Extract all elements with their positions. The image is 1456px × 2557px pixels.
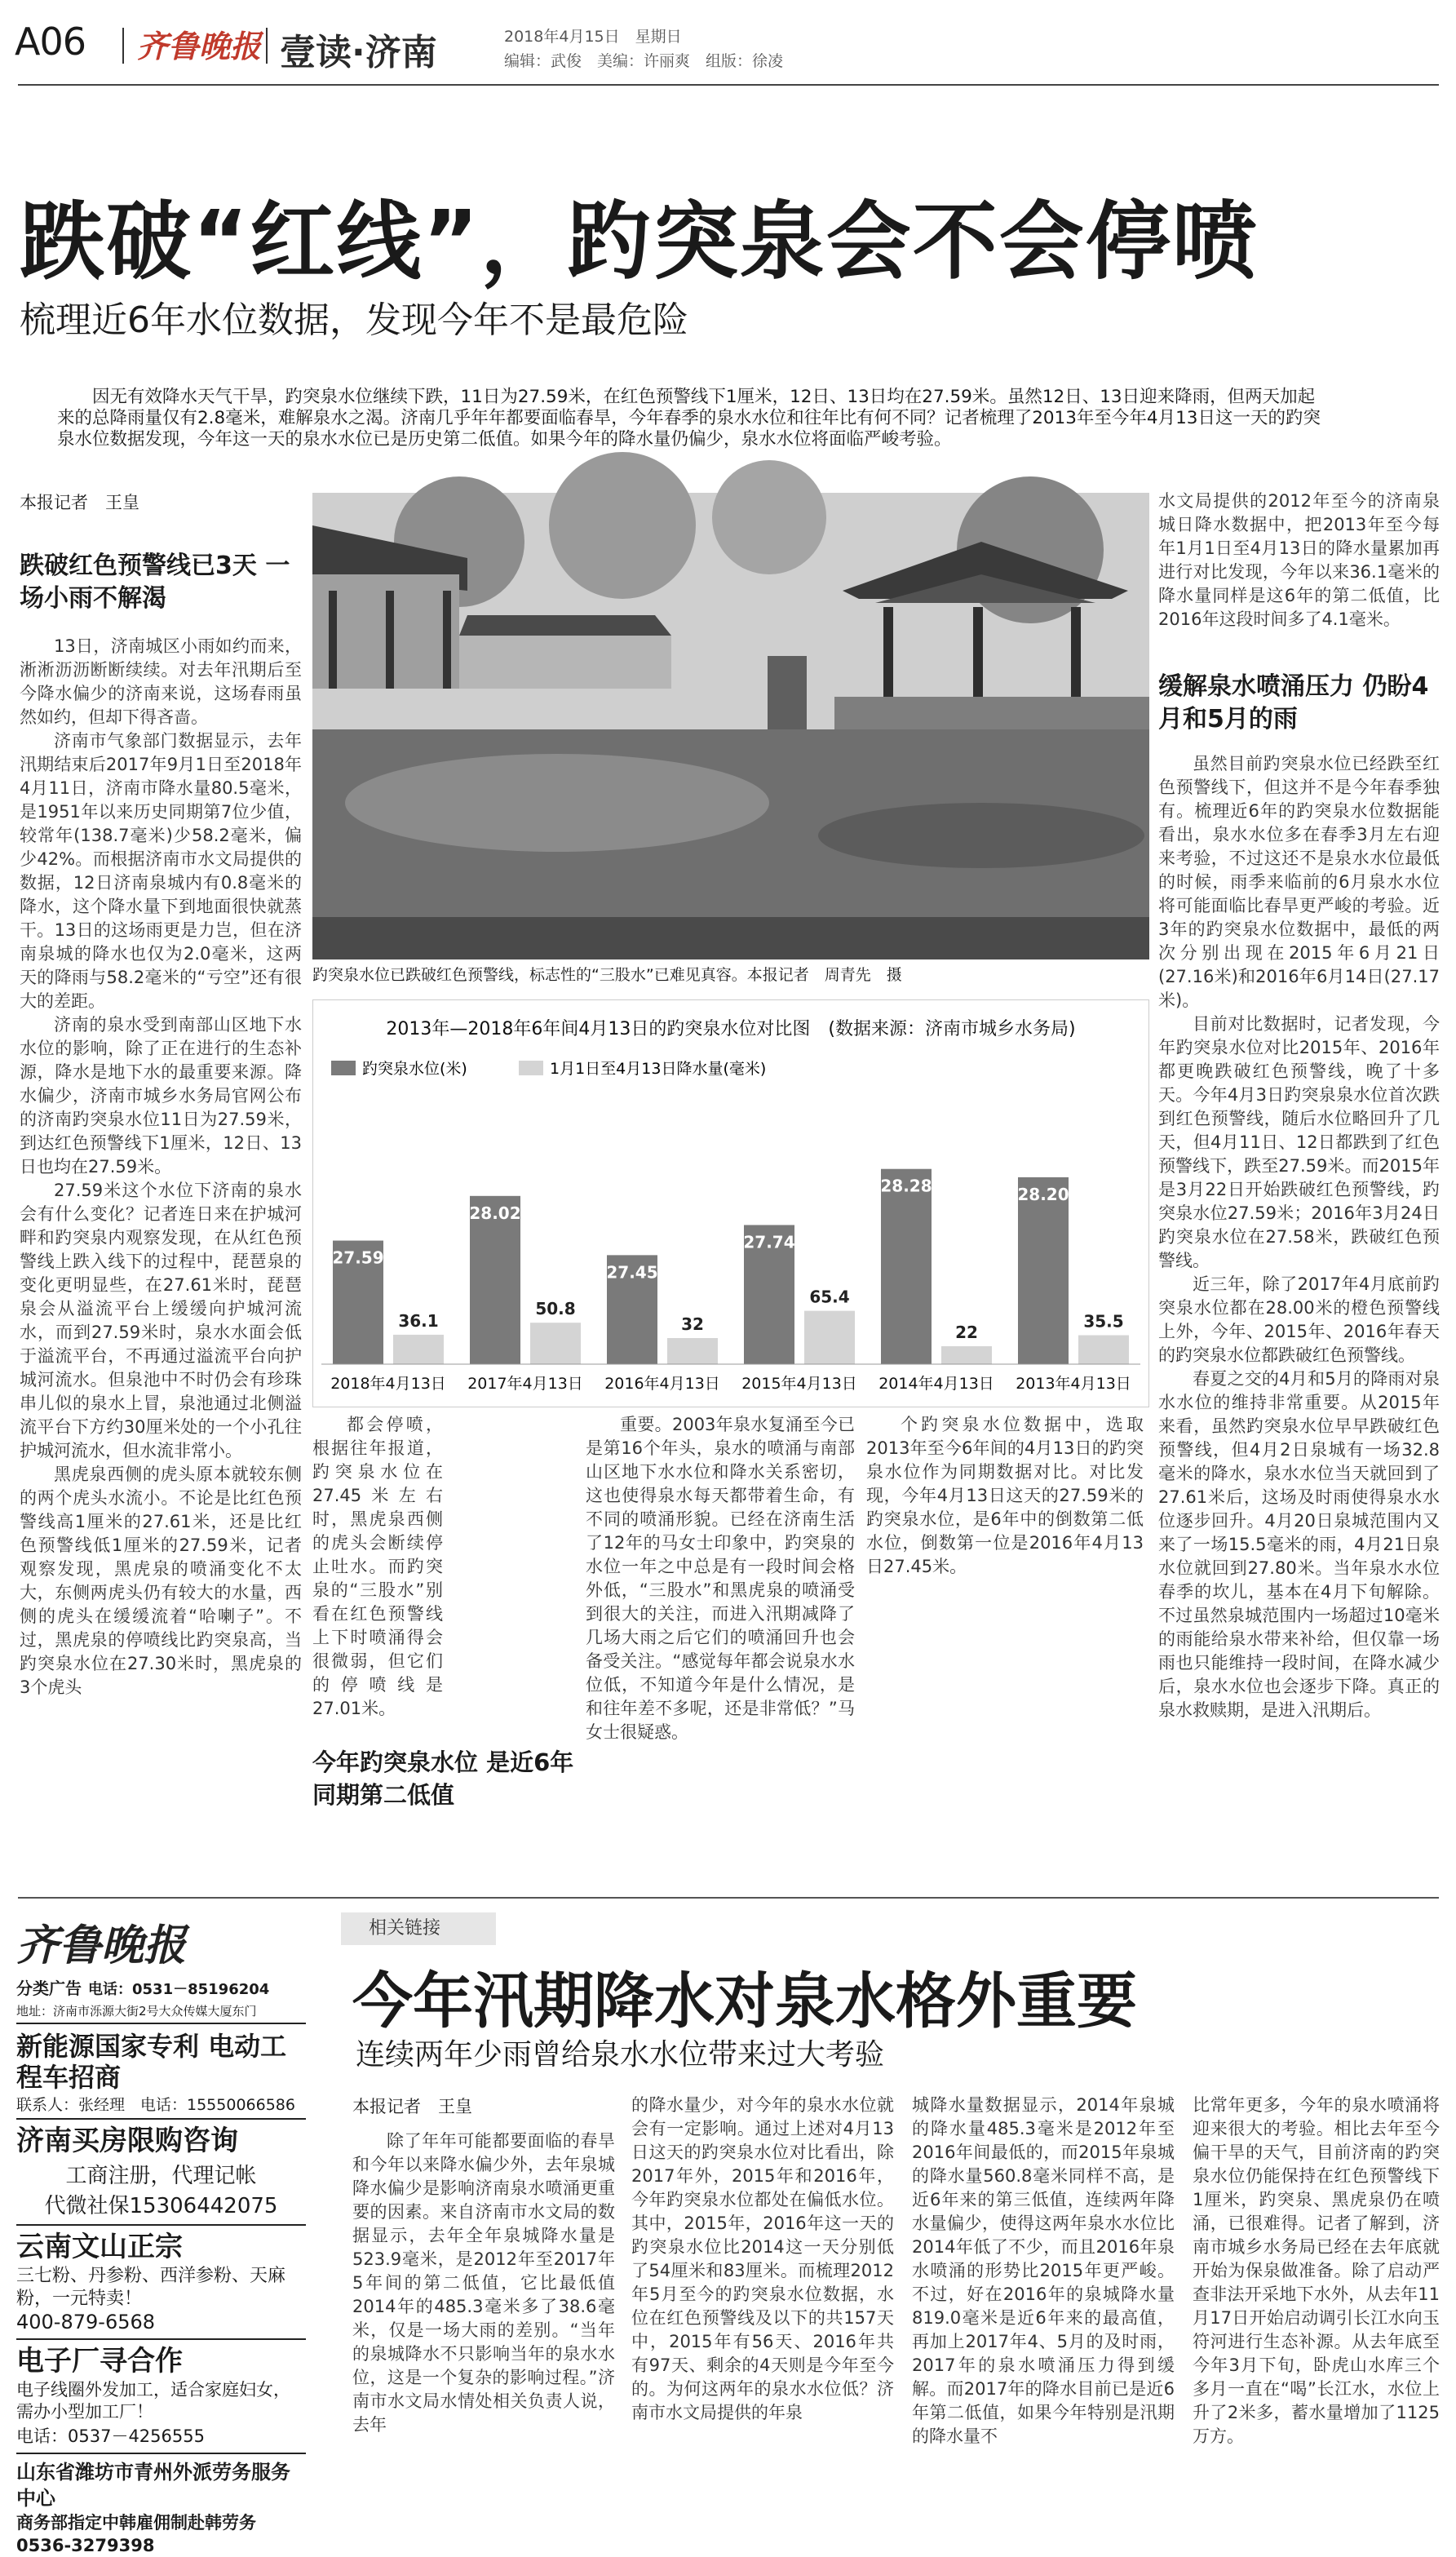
ad-line: 商务部指定中韩雇佣制赴韩劳务 0536-3279398	[16, 2513, 256, 2555]
x-tick-label: 2018年4月13日	[330, 1375, 446, 1393]
right-heading: 缓解泉水喷涌压力 仍盼4月和5月的雨	[1158, 672, 1429, 733]
bar-label-water-level: 28.20	[1017, 1184, 1069, 1204]
legend-swatch-rain	[519, 1061, 543, 1075]
x-tick-label: 2016年4月13日	[604, 1375, 720, 1393]
x-tick-label: 2014年4月13日	[878, 1375, 994, 1393]
paragraph: 虽然目前趵突泉水位已经跌至红色预警线下，但这并不是今年春季独有。梳理近6年的趵突泉水位数据能看出，泉水水位多在春季3月左右迎来考验，不过这还不是泉水水位最低的时候，雨季来临前的6月泉水水位将可能面临比春旱更严峻的考验。近3年的趵突泉水位数据中，最低的两次分别出现在2015年6月21日(27.16米)和2016年6月14日(27.17米)。	[1158, 754, 1440, 1010]
related-headline: 今年汛期降水对泉水格外重要	[352, 1966, 1137, 2036]
ad-title: 山东省潍坊市青州外派劳务服务中心	[16, 2461, 290, 2510]
paragraph: 黑虎泉西侧的虎头原本就较东侧的两个虎头水流小。不论是比红色预警线高1厘米的27.61米，还是比红色预警线低1厘米的27.59米，记者观察发现，黑虎泉的喷涌变化不太大，东侧两虎头仍有较大的水量，西侧的虎头在缓缓流着“哈喇子”。不过，黑虎泉的停喷线比趵突泉高，当趵突泉水位在27.30米时，黑虎泉的3个虎头	[20, 1465, 302, 1697]
related-byline: 本报记者 王皇	[352, 2097, 472, 2116]
bar-label-water-level: 27.74	[743, 1232, 795, 1252]
bar-label-rainfall: 36.1	[398, 1310, 439, 1331]
bar-rainfall	[667, 1338, 718, 1364]
bar-rainfall	[393, 1335, 444, 1364]
paragraph: 除了年年可能都要面临的春旱和今年以来降水偏少外，去年泉城降水偏少是影响济南泉水喷涌更重要的因素。来自济南市水文局的数据显示，去年全年泉城降水量是523.9毫米，是2012年至2017年5年间的第二低值，它比最低值2014年的485.3毫米多了38.6毫米，仅是一场大雨的差别。“当年的泉城降水不只影响当年的泉水水位，这是一个复杂的影响过程。”济南市水文局水情处相关负责人说，去年	[352, 2131, 615, 2435]
bar-rainfall	[1078, 1336, 1129, 1365]
left-heading: 跌破红色预警线已3天 一场小雨不解渴	[20, 552, 290, 613]
related-column-1	[352, 2129, 615, 2488]
ad-contact: 联系人：张经理 电话：15550066586	[16, 2093, 306, 2120]
paragraph: 近三年，除了2017年4月底前趵突泉水位都在28.00米的橙色预警线上外，今年、2015年、2016年春天的趵突泉水位都跌破红色预警线。	[1158, 1274, 1440, 1365]
mid-column-1-text	[312, 1413, 575, 1691]
ad-phone: 代微社保15306442075	[16, 2189, 306, 2226]
section-title: 壹读·济南	[280, 32, 437, 73]
x-tick-label: 2017年4月13日	[467, 1375, 583, 1393]
bar-label-water-level: 27.45	[606, 1262, 658, 1283]
main-subhead: 梳理近6年水位数据，发现今年不是最危险	[20, 299, 688, 341]
ads-classified-label: 分类广告	[16, 1979, 82, 1998]
ad-title: 新能源国家专利 电动工程车招商	[16, 2031, 287, 2093]
paragraph: 城降水量数据显示，2014年泉城的降水量485.3毫米是2012年至2016年间最低的，而2015年泉城的降水量560.8毫米同样不高，是近6年来的第三低值，连续两年降水量偏少，使得这两年泉水水位比2014年低了不少，而且2016年泉水喷涌的形势比2015年更严峻。不过，好在2016年的泉城降水量819.0毫米是近6年来的最高值，再加上2017年4、5月的及时雨，2017年的泉水喷涌压力得到缓解。而2017年的降水目前已是近6年第二低值，如果今年特别是汛期的降水量不	[912, 2095, 1175, 2446]
pavilion-illustration	[312, 493, 1149, 959]
right-intro	[1158, 490, 1440, 665]
photo-caption: 趵突泉水位已跌破红色预警线，标志性的“三股水”已难见真容。本报记者 周青先 摄	[312, 966, 902, 984]
ad-line: 工商注册，代理记帐	[65, 2164, 257, 2188]
bar-label-rainfall: 22	[955, 1323, 978, 1342]
bar-label-water-level: 28.02	[469, 1203, 521, 1223]
classified-ads	[16, 1921, 306, 2555]
editors-credit: 编辑：武俊 美编：许丽爽 组版：徐凌	[504, 52, 784, 70]
bar-water-level	[881, 1169, 932, 1364]
bar-rainfall	[530, 1323, 581, 1364]
water-level-chart	[312, 999, 1149, 1407]
newspaper-logo: 齐鲁晚报	[137, 28, 262, 64]
paragraph: 水文局提供的2012年至今的济南泉城日降水数据中，把2013年至今每年1月1日至4月13日的降水量累加再进行对比发现，今年以来36.1毫米的降水量同样是这6年的第二低值，比2016年这段时间多了4.1毫米。	[1158, 491, 1440, 629]
mid-column-3	[866, 1413, 1144, 1870]
paragraph: 春夏之交的4月和5月的降雨对泉水水位的维持非常重要。从2015年来看，虽然趵突泉水位早早跌破红色预警线，但4月2日泉城有一场32.8毫米的降水，泉水水位当天就回到了27.61米后，这场及时雨使得泉水水位逐步回升。4月20日泉城范围内又来了一场15.5毫米的雨，4月21日泉水位就回到27.80米。当年泉水水位春季的坎儿，基本在4月下旬解除。不过虽然泉城范围内一场超过10毫米的雨能给泉水带来补给，但仅靠一场雨也只能维持一段时间，在降水减少后，泉水水位也会逐步下降。真正的泉水救赎期，是进入汛期后。	[1158, 1369, 1440, 1720]
paragraph: 济南的泉水受到南部山区地下水水位的影响，除了正在进行的生态补源，降水是地下水的最重要来源。降水偏少，济南市城乡水务局官网公布的济南趵突泉水位11日为27.59米，到达红色预警线下1厘米，12日、13日也均在27.59米。	[20, 1015, 302, 1177]
paragraph: 13日，济南城区小雨如约而来，淅淅沥沥断断续续。对去年汛期后至今降水偏少的济南来说，这场春雨虽然如约，但却下得吝啬。	[20, 636, 302, 727]
ad-phone: 电话：0537－4256555	[16, 2423, 306, 2454]
header-divider	[266, 28, 268, 64]
page-number: A06	[15, 20, 86, 64]
ad-title: 云南文山正宗	[16, 2231, 183, 2263]
x-tick-label: 2015年4月13日	[741, 1375, 857, 1393]
paragraph: 目前对比数据时，记者发现，今年趵突泉水位对比2015年、2016年都更晚跌破红色预警线，晚了十多天。今年4月3日趵突泉泉水位首次跌到红色预警线，随后水位略回升了几天，但4月11日、12日都跌到了红色预警线下，跌至27.59米。而2015年是3月22日开始跌破红色预警线，趵突泉水位27.59米；2016年3月24日趵突泉水位在27.58米，跌破红色预警线。	[1158, 1014, 1440, 1270]
ad-title: 济南买房限购咨询	[16, 2125, 238, 2157]
legend-label-rain: 1月1日至4月13日降水量(毫米)	[550, 1060, 767, 1078]
legend-swatch-level	[331, 1061, 356, 1075]
page-header	[0, 0, 1456, 82]
ads-address: 地址：济南市泺源大街2号大众传媒大厦东门	[16, 2002, 306, 2024]
issue-date: 2018年4月15日 星期日	[504, 28, 682, 46]
bar-label-rainfall: 32	[681, 1314, 704, 1334]
header-rule	[18, 84, 1439, 86]
spring-photo	[312, 493, 1149, 959]
bar-rainfall	[804, 1311, 855, 1364]
bar-label-rainfall: 35.5	[1083, 1311, 1124, 1332]
bar-chart	[313, 1000, 1148, 1407]
chart-title: 2013年—2018年6年间4月13日的趵突泉水位对比图 (数据来源：济南市城乡水务局)	[386, 1019, 1076, 1039]
main-headline: 跌破“红线”，趵突泉会不会停喷	[20, 192, 1259, 291]
paragraph: 27.59米这个水位下济南的泉水会有什么变化？记者连日来在护城河畔和趵突泉内观察发现，在从红色预警线上跌入线下的过程中，琵琶泉的变化更明显些，在27.61米时，琵琶泉会从溢流平台上缓缓向护城河流水，而到27.59米时，泉水水面会低于溢流平台，不再通过溢流平台向护城河流水。但泉池中不时仍会有珍珠串儿似的泉水上冒，泉池通过北侧溢流平台下方约30厘米处的一个小孔往护城河流水，但水流非常小。	[20, 1181, 302, 1460]
paragraph: 的降水量少，对今年的泉水水位就会有一定影响。通过上述对4月13日这天的趵突泉水位对比看出，除2017年外，2015年和2016年，今年趵突泉水位都处在偏低水位。其中，2015年，2016年这一天的趵突泉水位比2014这一天分别低了54厘米和83厘米。而梳理2012年5月至今的趵突泉水位数据，水位在红色预警线及以下的共157天中，2015年有56天、2016年共有97天、剩余的4天则是今年至今的。为何这两年的泉水水位低？济南市水文局提供的年泉	[631, 2095, 894, 2422]
left-column-text	[20, 635, 302, 1875]
ad-phone: 400-879-6568	[16, 2311, 306, 2340]
ads-logo: 齐鲁晚报	[16, 1921, 187, 1970]
section-divider	[18, 1897, 1439, 1899]
bar-label-rainfall: 65.4	[809, 1287, 850, 1307]
bar-label-rainfall: 50.8	[535, 1299, 576, 1319]
paragraph: 济南市气象部门数据显示，去年汛期结束后2017年9月1日至2018年4月11日，济南市降水量80.5毫米，是1951年以来历史同期第7位少值，较常年(138.7毫米)少58.2毫米，偏少42%。而根据济南市水文局提供的数据，12日济南泉城内有0.8毫米的降水，这个降水量下到地面很快就蒸干。13日的这场雨更是力岂，但在济南泉城的降水也仅为2.0毫米，这两天的降雨与58.2毫米的“亏空”还有很大的差距。	[20, 731, 302, 1011]
bar-label-water-level: 27.59	[332, 1247, 384, 1268]
ad-title: 电子厂寻合作	[16, 2345, 183, 2378]
paragraph: 比常年更多，今年的泉水喷涌将迎来很大的考验。相比去年至今偏干旱的天气，目前济南的趵突泉水位仍能保持在红色预警线下1厘米，趵突泉、黑虎泉仍在喷涌，已很难得。记者了解到，济南市城乡水务局已经在去年底就开始为保泉做准备。除了启动严查非法开采地下水外，从去年11月17日开始启动调引长江水向玉符河进行生态补源。从去年底至今年3月下旬，卧虎山水库三个多月一直在“喝”长江水，水位上升了2米多，蓄水量增加了1125万方。	[1193, 2095, 1440, 2446]
lead-paragraph: 因无有效降水天气干旱，趵突泉水位继续下跌，11日为27.59米，在红色预警线下1厘米，12日、13日均在27.59米。虽然12日、13日迎来降雨，但两天加起来的总降雨量仅有2.8毫米，难解泉水之渴。济南几乎年年都要面临春旱，今年春季的泉水水位和往年比有何不同？记者梳理了2013年至今年4月13日这一天的趵突泉水位数据发现，今年这一天的泉水水位已是历史第二低值。如果今年的降水量仍偏少，泉水水位将面临严峻考验。	[57, 387, 1321, 450]
x-tick-label: 2013年4月13日	[1016, 1375, 1131, 1393]
related-subhead: 连续两年少雨曾给泉水水位带来过大考验	[356, 2038, 885, 2072]
right-column-text	[1158, 752, 1440, 1878]
related-column-4	[1193, 2094, 1440, 2488]
header-divider	[122, 28, 124, 64]
related-column-3	[912, 2094, 1175, 2488]
legend-label-level: 趵突泉水位(米)	[362, 1060, 467, 1078]
related-column-2	[631, 2094, 894, 2488]
mid-column-2	[586, 1413, 855, 1870]
ads-phone: 电话：0531－85196204	[88, 1981, 270, 1998]
mid-heading: 今年趵突泉水位 是近6年同期第二低值	[312, 1748, 574, 1809]
paragraph: 重要。2003年泉水复涌至今已是第16个年头，泉水的喷涌与南部山区地下水水位和降水关系密切，这也使得泉水每天都带着生命，有不同的喷涌形貌。已经在济南生活了12年的马女士印象中，趵突泉的水位一年之中总是有一段时间会格外低，“三股水”和黑虎泉的喷涌受到很大的关注，而进入汛期减降了几场大雨之后它们的喷涌回升也会备受关注。“感觉每年都会说泉水水位低，不知道今年是什么情况，是和往年差不多呢，还是非常低？”马女士很疑惑。	[586, 1415, 855, 1742]
paragraph: 个趵突泉水位数据中，选取2013年至今6年间的4月13日的趵突泉水位作为同期数据对比。对比发现，今年4月13日这天的27.59米的趵突泉水位，是6年中的倒数第二低水位，倒数第一位是2016年4月13日27.45米。	[866, 1415, 1144, 1576]
paragraph: 都会停喷，根据往年报道，趵突泉水位在27.45米左右时，黑虎泉西侧的虎头会断续停止吐水。而趵突泉的“三股水”别看在红色预警线上下时喷涌得会很微弱，但它们的停喷线是27.01米。	[312, 1415, 443, 1718]
bar-water-level	[1018, 1177, 1069, 1364]
related-link-label: 相关链接	[341, 1912, 496, 1945]
chart-legend	[331, 1060, 766, 1078]
ad-line: 三七粉、丹参粉、西洋参粉、天麻粉，一元特卖！	[16, 2266, 286, 2309]
byline: 本报记者 王皇	[20, 493, 139, 512]
bar-rainfall	[941, 1346, 992, 1364]
bar-label-water-level: 28.28	[880, 1176, 932, 1196]
ad-line: 电子线圈外发加工，适合家庭妇女，需办小型加工厂！	[16, 2380, 290, 2422]
